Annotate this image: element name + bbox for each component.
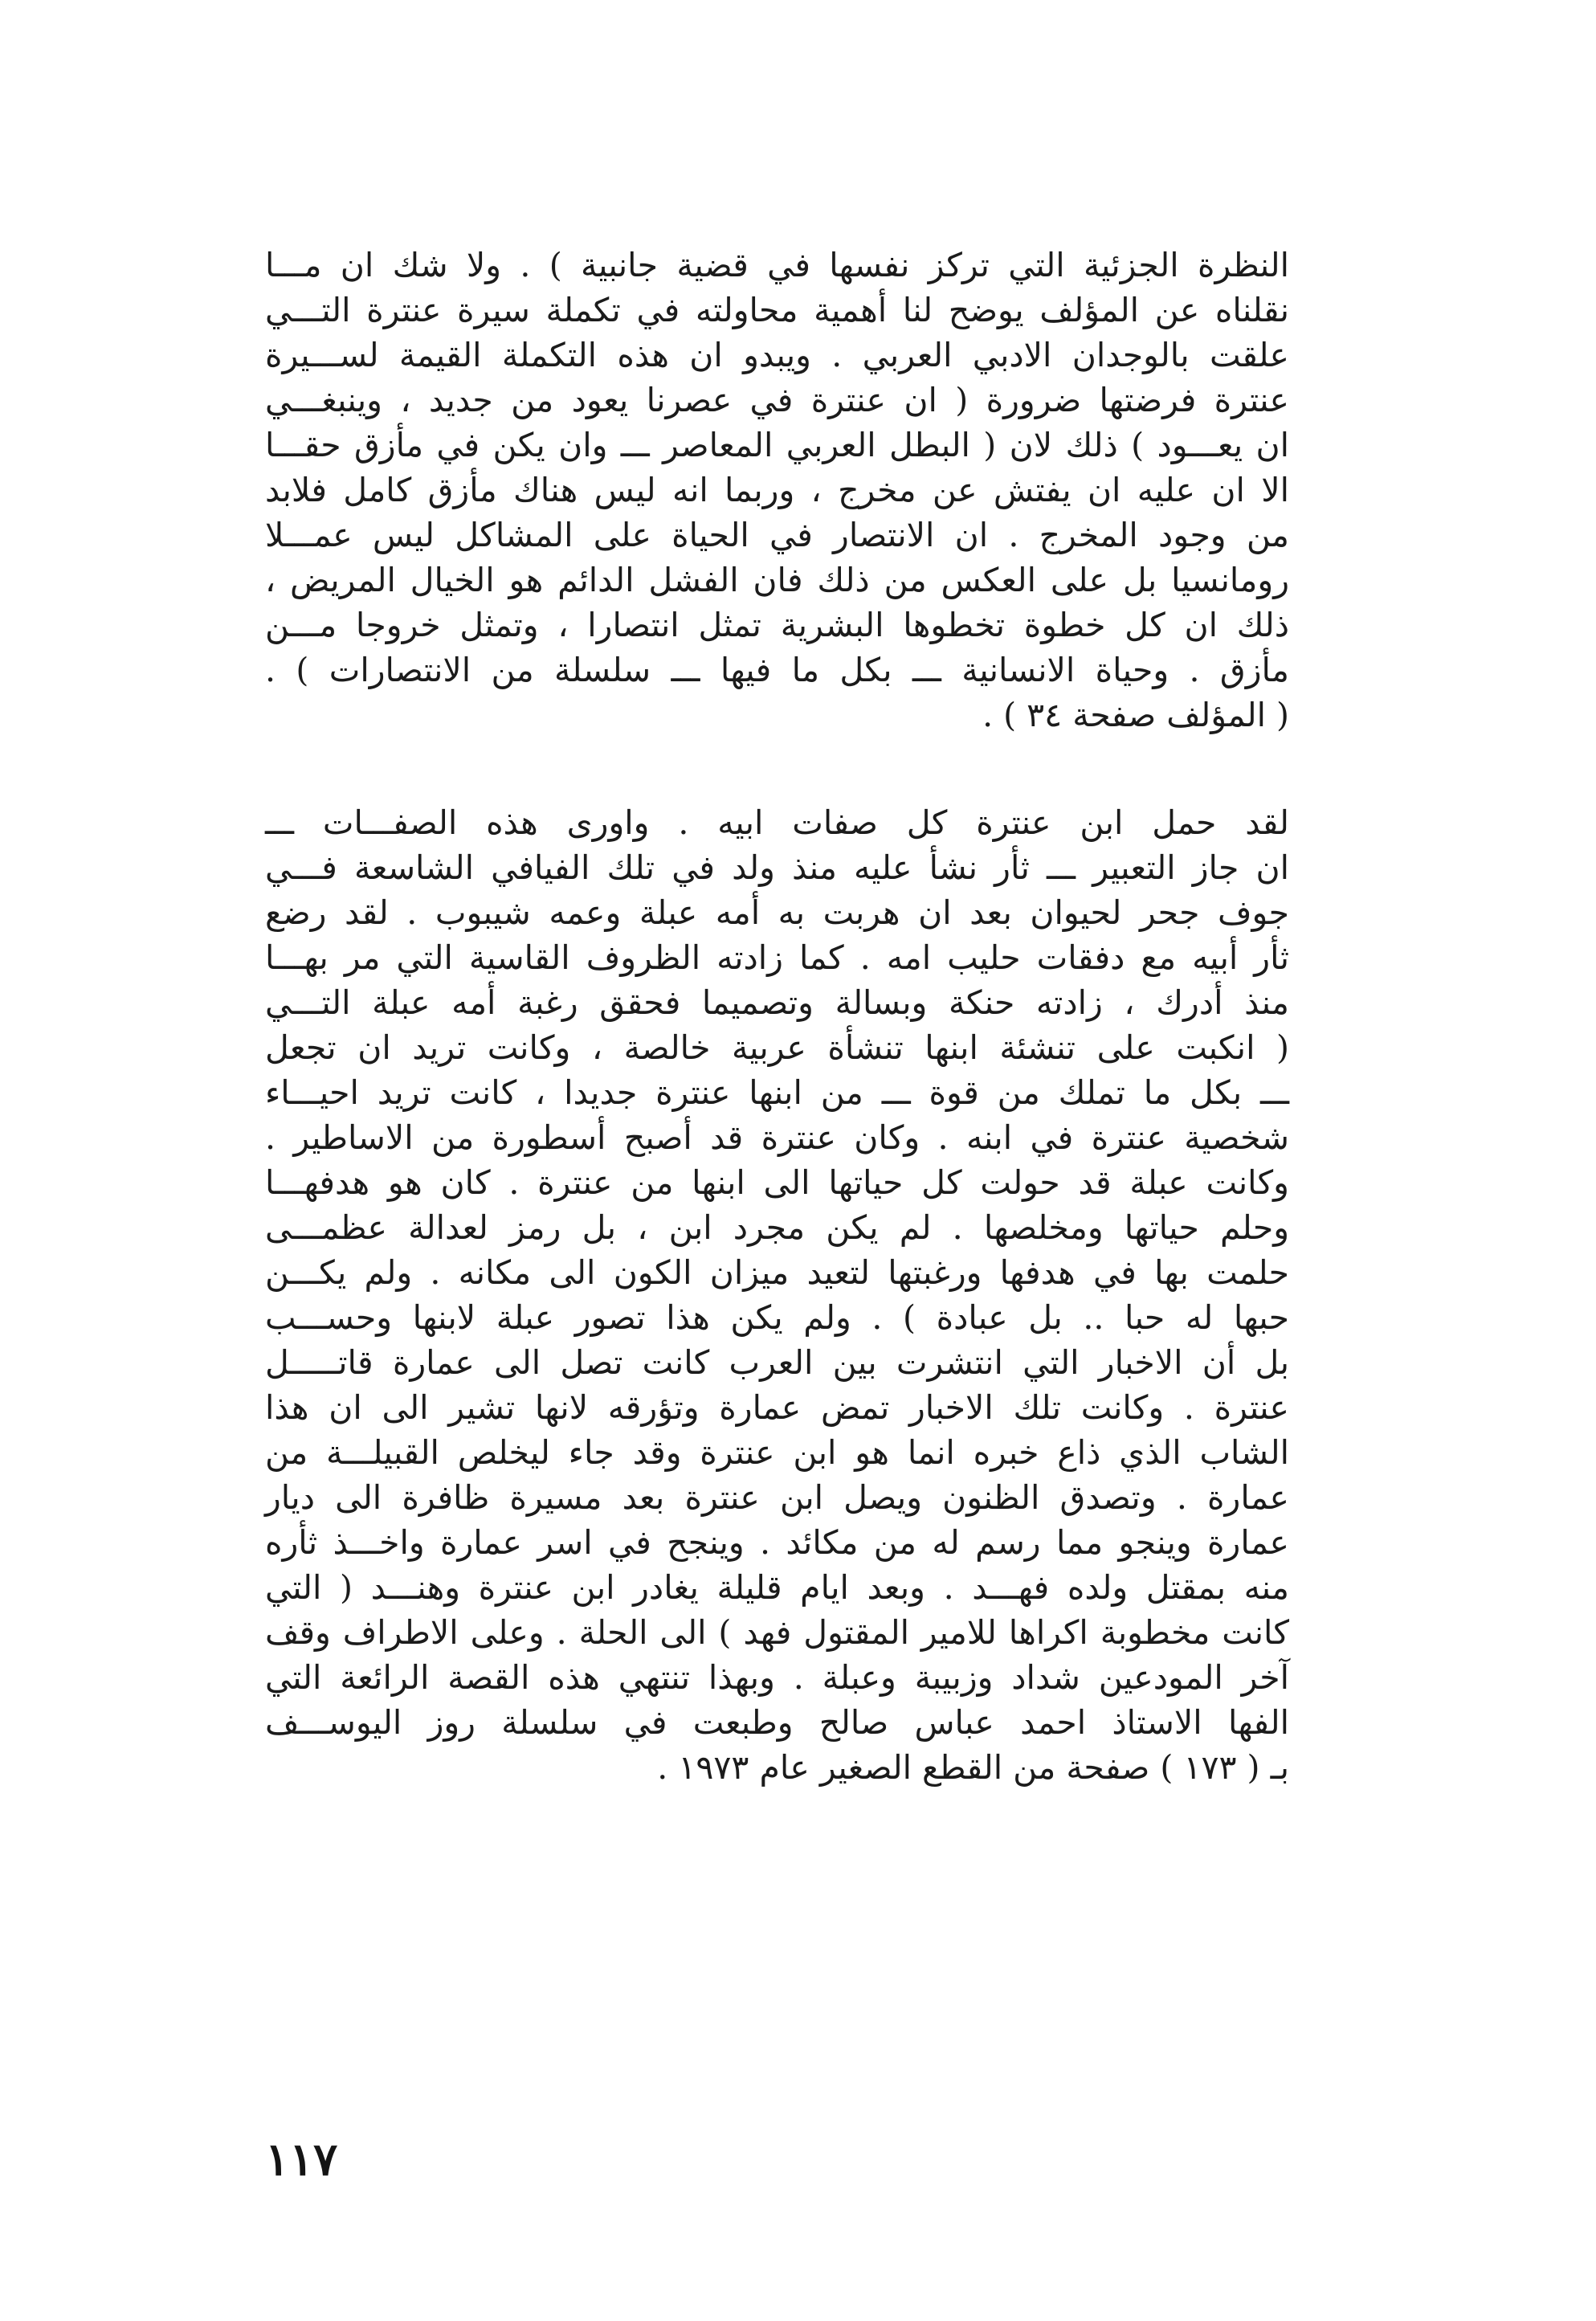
text-line: منه بمقتل ولده فهـــد . وبعد ايام قليلة يغادر ابن عنترة وهنـــد ( التي <box>265 1568 1289 1607</box>
text-line: الا ان عليه ان يفتش عن مخرج ، وربما انه ليس هناك مأزق كامل فلابد <box>265 471 1289 509</box>
text-line: عمارة وينجو مما رسم له من مكائد . وينجح في اسر عمارة واخـــذ ثأره <box>265 1523 1289 1562</box>
text-line: عنترة فرضتها ضرورة ( ان عنترة في عصرنا يعود من جديد ، وينبغـــي <box>265 381 1289 419</box>
text-line: ( المؤلف صفحة ٣٤ ) . <box>982 696 1289 734</box>
text-line: ثأر أبيه مع دفقات حليب امه . كما زادته الظروف القاسية التي مر بهـــا <box>265 938 1289 977</box>
text-line: نقلناه عن المؤلف يوضح لنا أهمية محاولته في تكملة سيرة عنترة التـــي <box>265 291 1289 329</box>
text-line: كانت مخطوبة اكراها للامير المقتول فهد ) الى الحلة . وعلى الاطراف وقف <box>265 1613 1289 1652</box>
text-line: الفها الاستاذ احمد عباس صالح وطبعت في سلسلة روز اليوســـف <box>265 1703 1289 1742</box>
text-line: حبها له حبا .. بل عبادة ) . ولم يكن هذا تصور عبلة لابنها وحســـب <box>265 1298 1289 1337</box>
text-line: عنترة . وكانت تلك الاخبار تمض عمارة وتؤرقه لانها تشير الى ان هذا <box>265 1388 1289 1427</box>
text-line: منذ أدرك ، زادته حنكة وبسالة وتصميما فحقق رغبة أمه عبلة التـــي <box>265 983 1289 1022</box>
text-line: ان جاز التعبير ـــ ثأر نشأ عليه منذ ولد في تلك الفيافي الشاسعة فـــي <box>265 848 1289 887</box>
text-line: ( انكبت على تنشئة ابنها تنشأة عربية خالصة ، وكانت تريد ان تجعل <box>265 1028 1289 1067</box>
text-line: رومانسيا بل على العكس من ذلك فان الفشل الدائم هو الخيال المريض ، <box>265 561 1289 599</box>
text-line: ـــ بكل ما تملك من قوة ـــ من ابنها عنترة جديدا ، كانت تريد احيـــاء <box>265 1073 1289 1112</box>
text-line: علقت بالوجدان الادبي العربي . ويبدو ان هذه التكملة القيمة لســـيرة <box>265 336 1289 374</box>
page-number: ١١٧ <box>265 2133 338 2186</box>
text-line: من وجود المخرج . ان الانتصار في الحياة على المشاكل ليس عمـــلا <box>265 516 1289 554</box>
paragraph-quote-continuation <box>265 243 1289 738</box>
text-line: حلمت بها في هدفها ورغبتها لتعيد ميزان الكون الى مكانه . ولم يكـــن <box>265 1253 1289 1292</box>
text-line: مأزق . وحياة الانسانية ـــ بكل ما فيها ـــ سلسلة من الانتصارات ) . <box>265 651 1289 689</box>
text-line: وحلم حياتها ومخلصها . لم يكن مجرد ابن ، بل رمز لعدالة عظمـــى <box>265 1208 1289 1247</box>
text-line: بـ ( ١٧٣ ) صفحة من القطع الصغير عام ١٩٧٣ . <box>657 1748 1289 1787</box>
text-line: جوف جحر لحيوان بعد ان هربت به أمه عبلة وعمه شيبوب . لقد رضع <box>265 893 1289 932</box>
text-line: ذلك ان كل خطوة تخطوها البشرية تمثل انتصارا ، وتمثل خروجا مـــن <box>265 606 1289 644</box>
text-line: النظرة الجزئية التي تركز نفسها في قضية جانبية ) . ولا شك ان مـــا <box>265 246 1289 284</box>
text-line: الشاب الذي ذاع خبره انما هو ابن عنترة وقد جاء ليخلص القبيلـــة من <box>265 1433 1289 1472</box>
text-line: ان يعـــود ) ذلك لان ( البطل العربي المعاصر ـــ وان يكن في مأزق حقـــا <box>265 426 1289 464</box>
text-line: وكانت عبلة قد حولت كل حياتها الى ابنها من عنترة . كان هو هدفهـــا <box>265 1163 1289 1202</box>
text-line: لقد حمل ابن عنترة كل صفات ابيه . واورى هذه الصفـــات ـــ <box>265 803 1289 842</box>
paragraph-summary <box>265 800 1289 1790</box>
text-line: آخر المودعين شداد وزبيبة وعبلة . وبهذا تنتهي هذه القصة الرائعة التي <box>265 1658 1289 1697</box>
text-line: بل أن الاخبار التي انتشرت بين العرب كانت تصل الى عمارة قاتـــــل <box>265 1343 1289 1382</box>
text-line: شخصية عنترة في ابنه . وكان عنترة قد أصبح أسطورة من الاساطير . <box>265 1118 1289 1157</box>
text-line: عمارة . وتصدق الظنون ويصل ابن عنترة بعد مسيرة ظافرة الى ديار <box>265 1478 1289 1517</box>
